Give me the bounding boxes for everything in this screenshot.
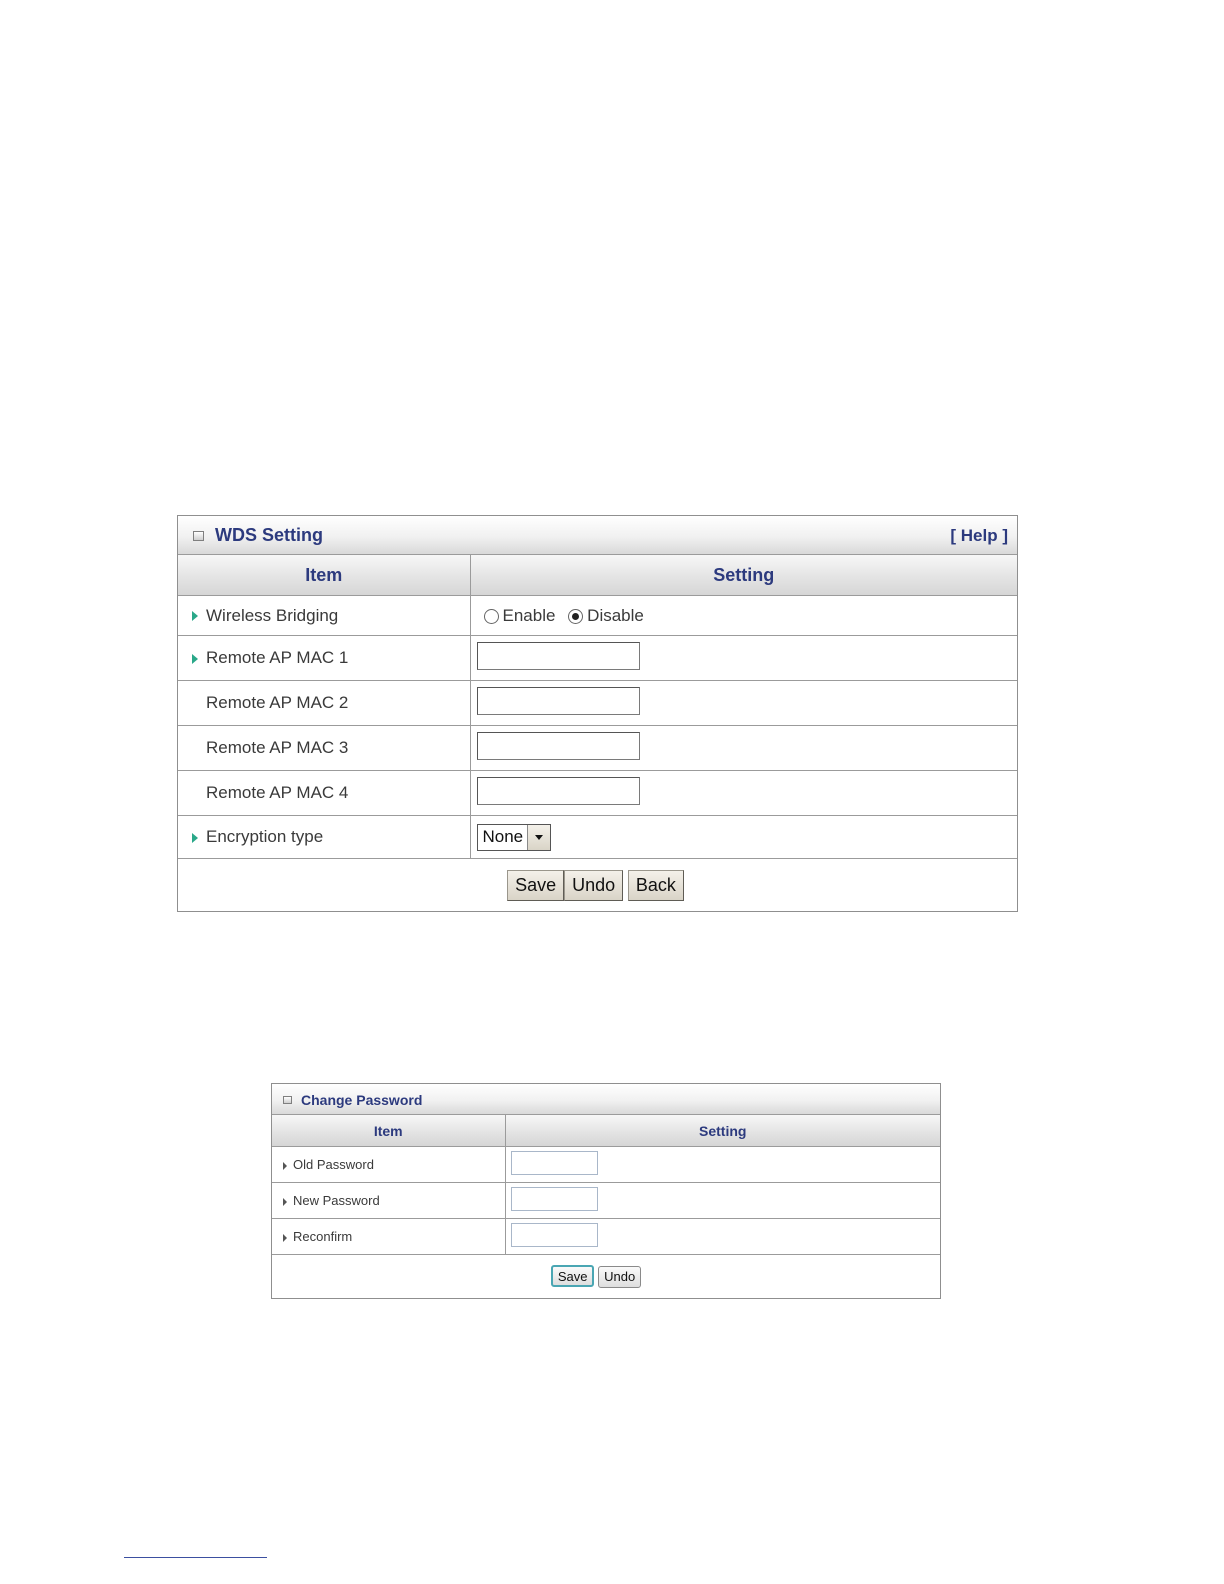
row-label-cell xyxy=(272,1183,505,1219)
button-row xyxy=(272,1255,940,1298)
arrow-right-icon xyxy=(283,1234,287,1242)
password-title: Change Password xyxy=(301,1092,423,1108)
row-label-cell xyxy=(178,771,470,816)
password-table xyxy=(272,1115,940,1298)
column-header-item: Item xyxy=(272,1115,505,1147)
table-row xyxy=(178,596,1017,636)
remote-ap-mac-1-input[interactable] xyxy=(477,642,640,670)
table-row xyxy=(272,1219,940,1255)
remote-ap-mac-1-label: Remote AP MAC 1 xyxy=(206,648,349,667)
remote-ap-mac-2-setting xyxy=(470,681,1017,726)
back-button[interactable]: Back xyxy=(628,870,684,901)
column-header-setting: Setting xyxy=(505,1115,940,1147)
reconfirm-input[interactable] xyxy=(511,1223,598,1247)
row-label-cell xyxy=(178,596,470,636)
old-password-input[interactable] xyxy=(511,1151,598,1175)
row-label-cell xyxy=(178,681,470,726)
enable-radio-label: Enable xyxy=(502,605,556,625)
remote-ap-mac-2-input[interactable] xyxy=(477,687,640,715)
table-row xyxy=(178,771,1017,816)
arrow-right-icon xyxy=(192,611,198,621)
remote-ap-mac-4-setting xyxy=(470,771,1017,816)
wds-title: WDS Setting xyxy=(215,525,323,545)
encryption-type-value: None xyxy=(482,826,524,846)
table-row xyxy=(178,636,1017,681)
disable-radio-label: Disable xyxy=(587,605,644,625)
remote-ap-mac-4-label: Remote AP MAC 4 xyxy=(206,783,349,802)
table-row xyxy=(272,1147,940,1183)
new-password-label: New Password xyxy=(293,1193,380,1208)
column-header-item: Item xyxy=(178,555,470,596)
old-password-setting xyxy=(505,1147,940,1183)
button-cell xyxy=(178,859,1017,913)
button-cell xyxy=(272,1255,940,1298)
wds-title-bar xyxy=(178,516,1017,555)
window-icon xyxy=(283,1096,292,1104)
new-password-setting xyxy=(505,1183,940,1219)
old-password-label: Old Password xyxy=(293,1157,374,1172)
wireless-bridging-setting xyxy=(470,596,1017,636)
change-password-panel xyxy=(271,1083,941,1299)
column-header-setting: Setting xyxy=(470,555,1017,596)
save-button[interactable]: Save xyxy=(507,870,564,901)
remote-ap-mac-2-label: Remote AP MAC 2 xyxy=(206,693,349,712)
remote-ap-mac-3-setting xyxy=(470,726,1017,771)
encryption-type-label: Encryption type xyxy=(206,827,324,846)
reconfirm-label: Reconfirm xyxy=(293,1229,353,1244)
undo-button[interactable]: Undo xyxy=(564,870,623,901)
reconfirm-setting xyxy=(505,1219,940,1255)
row-label-cell xyxy=(178,636,470,681)
password-title-bar xyxy=(272,1084,940,1115)
table-row xyxy=(178,816,1017,859)
encryption-type-select[interactable] xyxy=(477,824,552,851)
arrow-right-icon xyxy=(192,833,198,843)
window-icon xyxy=(193,531,204,541)
table-row xyxy=(178,726,1017,771)
row-label-cell xyxy=(272,1147,505,1183)
row-label-cell xyxy=(178,816,470,859)
table-row xyxy=(272,1183,940,1219)
dropdown-arrow-button[interactable] xyxy=(527,825,550,850)
enable-radio[interactable] xyxy=(484,609,499,624)
arrow-right-icon xyxy=(192,654,198,664)
wds-table xyxy=(178,555,1017,913)
new-password-input[interactable] xyxy=(511,1187,598,1211)
table-row xyxy=(178,681,1017,726)
remote-ap-mac-1-setting xyxy=(470,636,1017,681)
arrow-right-icon xyxy=(283,1198,287,1206)
encryption-type-setting xyxy=(470,816,1017,859)
dropdown-arrow-icon xyxy=(535,835,543,840)
footnote-divider xyxy=(124,1557,267,1558)
button-row xyxy=(178,859,1017,913)
wireless-bridging-label: Wireless Bridging xyxy=(206,605,339,625)
undo-button[interactable]: Undo xyxy=(598,1266,641,1288)
save-button[interactable]: Save xyxy=(551,1265,595,1287)
row-label-cell xyxy=(178,726,470,771)
disable-radio[interactable] xyxy=(568,609,583,624)
remote-ap-mac-3-input[interactable] xyxy=(477,732,640,760)
arrow-right-icon xyxy=(283,1162,287,1170)
remote-ap-mac-3-label: Remote AP MAC 3 xyxy=(206,738,349,757)
remote-ap-mac-4-input[interactable] xyxy=(477,777,640,805)
help-link[interactable]: [ Help ] xyxy=(950,526,1008,545)
row-label-cell xyxy=(272,1219,505,1255)
wds-setting-panel xyxy=(177,515,1018,912)
